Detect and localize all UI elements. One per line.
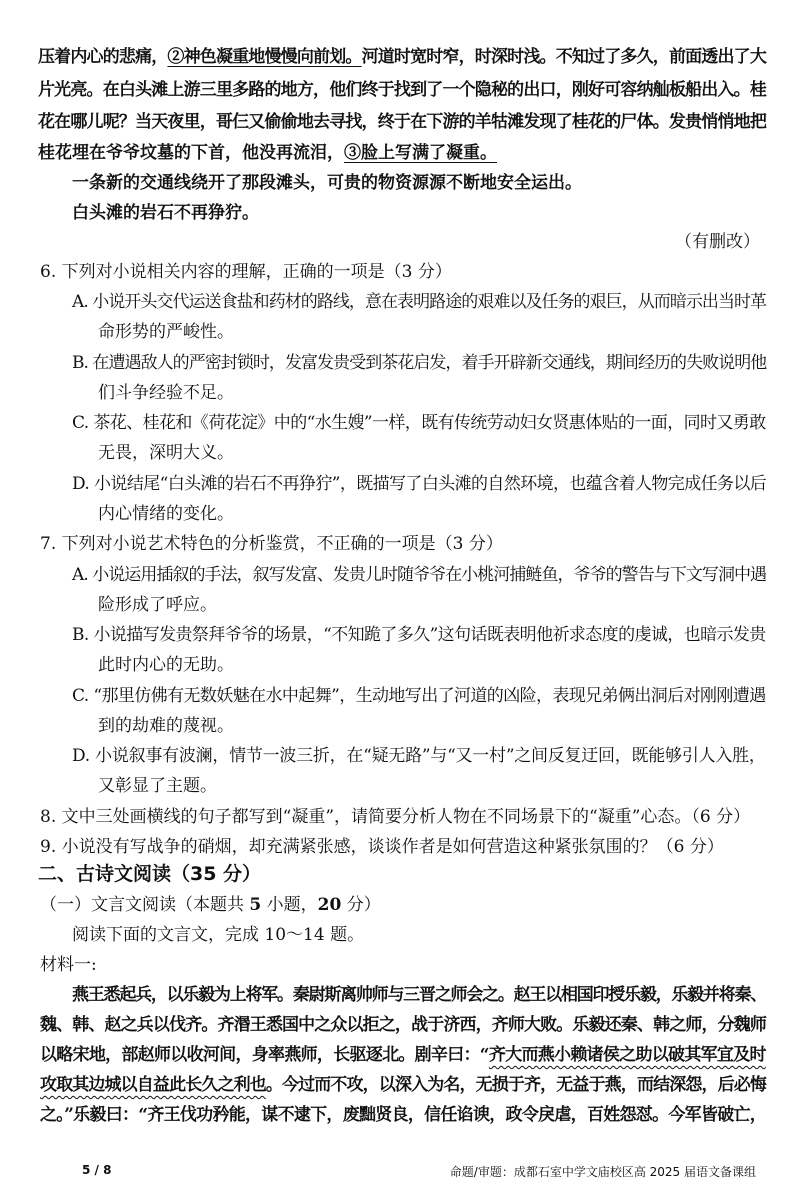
underlined-sentence-3: ③脸上写满了凝重。 [344, 143, 497, 163]
q7-option-c-cont: 到的劫难的蔑视。 [98, 716, 234, 736]
q6-stem: 6. 下列对小说相关内容的理解，正确的一项是（3 分） [40, 262, 452, 282]
text-span: 分） [341, 895, 381, 915]
classical-line-2: 魏、韩、赵之兵以伐齐。齐湣王悉国中之众以拒之，战于济西，齐师大败。乐毅还秦、韩之师，分魏师 [40, 1015, 766, 1035]
q7-option-b-cont: 此时内心的无助。 [98, 655, 234, 675]
classical-line-5: 之。”乐毅曰：“齐王伐功矜能，谋不逮下，废黜贤良，信任谄谀，政令戾虐，百姓怨怼。今军皆破亡， [40, 1105, 767, 1125]
story-line-3: 花在哪儿呢？当天夜里，哥仨又偷偷地去寻找，终于在下游的羊牯滩发现了桂花的尸体。发贵悄悄地把 [38, 112, 766, 132]
score-total: 20 [317, 895, 342, 915]
classical-line-1: 燕王悉起兵，以乐毅为上将军。秦尉斯离帅师与三晋之师会之。赵王以相国印授乐毅，乐毅并将秦、 [72, 985, 766, 1005]
q7-option-a: A. 小说运用插叙的手法，叙写发富、发贵儿时随爷爷在小桃河捕鲢鱼，爷爷的警告与下文写洞中遇 [72, 565, 767, 585]
footer-credit: 命题/审题：成都石室中学文庙校区高 2025 届语文备课组 [449, 1165, 756, 1179]
classical-line-4 [40, 1073, 766, 1097]
q6-option-d-cont: 内心情绪的变化。 [98, 504, 234, 524]
q7-option-a-cont: 险形成了呼应。 [98, 595, 217, 615]
wavy-underlined-text: 齐大而燕小赖诸侯之助以破其军宜及时 [488, 1045, 766, 1065]
story-paragraph-3: 白头滩的岩石不再狰狞。 [72, 203, 259, 223]
q9-stem: 9. 小说没有写战争的硝烟，却充满紧张感，谈谈作者是如何营造这种紧张氛围的？（6 分） [40, 837, 724, 857]
section-heading: 二、古诗文阅读（35 分） [38, 863, 262, 885]
q7-option-c: C. “那里仿佛有无数妖魅在水中起舞”，生动地写出了河道的凶险，表现兄弟俩出洞后对刚刚遭遇 [72, 686, 766, 706]
underlined-sentence-2: ②神色凝重地慢慢向前划。 [167, 47, 362, 67]
q6-option-c: C. 茶花、桂花和《荷花淀》中的“水生嫂”一样，既有传统劳动妇女贤惠体贴的一面，同时又勇敢 [72, 413, 766, 433]
text-span: （一）文言文阅读（本题共 [40, 895, 250, 915]
q6-option-b-cont: 们斗争经验不足。 [98, 383, 234, 403]
q6-option-a-cont: 命形势的严峻性。 [98, 322, 234, 342]
q7-option-b: B. 小说描写发贵祭拜爷爷的场景，“不知跪了多久”这句话既表明他祈求态度的虔诚，也暗示发贵 [72, 625, 766, 645]
q8-stem: 8. 文中三处画横线的句子都写到“凝重”，请简要分析人物在不同场景下的“凝重”心态。（6 分） [40, 807, 751, 827]
subsection-heading [40, 893, 381, 917]
story-line-1 [38, 45, 766, 69]
instruction: 阅读下面的文言文，完成 10～14 题。 [72, 925, 365, 945]
text-span: 河道时宽时窄，时深时浅。不知过了多久，前面透出了大 [361, 47, 767, 67]
source-note: （有删改） [675, 232, 760, 252]
q6-option-d: D. 小说结尾“白头滩的岩石不再狰狞”，既描写了白头滩的自然环境，也蕴含着人物完成任务以后 [72, 474, 767, 494]
wavy-underlined-text: 攻取其边城以自益此长久之利也 [40, 1075, 266, 1095]
q6-option-c-cont: 无畏，深明大义。 [98, 443, 234, 463]
text-span: 压着内心的悲痛， [38, 47, 168, 67]
text-span: 。今过而不攻，以深入为名，无损于齐，无益于燕，而结深怨，后必悔 [265, 1075, 767, 1095]
story-line-4 [38, 141, 497, 165]
text-span: 桂花埋在爷爷坟墓的下首，他没再流泪， [38, 143, 344, 163]
story-line-2: 片光亮。在白头滩上游三里多路的地方，他们终于找到了一个隐秘的出口，刚好可容纳舢板船出入。桂 [38, 80, 766, 100]
material-label: 材料一: [40, 955, 97, 975]
text-span: 小题， [261, 895, 318, 915]
story-paragraph-2: 一条新的交通线绕开了那段滩头，可贵的物资源源不断地安全运出。 [72, 173, 582, 193]
q6-option-b: B. 在遭遇敌人的严密封锁时，发富发贵受到茶花启发，着手开辟新交通线，期间经历的失败说明他 [72, 353, 767, 373]
q7-option-d: D. 小说叙事有波澜，情节一波三折，在“疑无路”与“又一村”之间反复迂回，既能够引人入胜， [72, 746, 766, 766]
q7-stem: 7. 下列对小说艺术特色的分析鉴赏，不正确的一项是（3 分） [40, 534, 503, 554]
page-number: 5 / 8 [82, 1163, 112, 1177]
q6-option-a: A. 小说开头交代运送食盐和药材的路线，意在表明路途的艰难以及任务的艰巨，从而暗示出当时革 [72, 292, 767, 312]
q7-option-d-cont: 又彰显了主题。 [98, 776, 217, 796]
question-count: 5 [249, 895, 262, 915]
classical-line-3 [40, 1043, 766, 1067]
text-span: 以略宋地，部赵师以收河间，身率燕师，长驱逐北。剧辛曰：“ [40, 1045, 489, 1065]
